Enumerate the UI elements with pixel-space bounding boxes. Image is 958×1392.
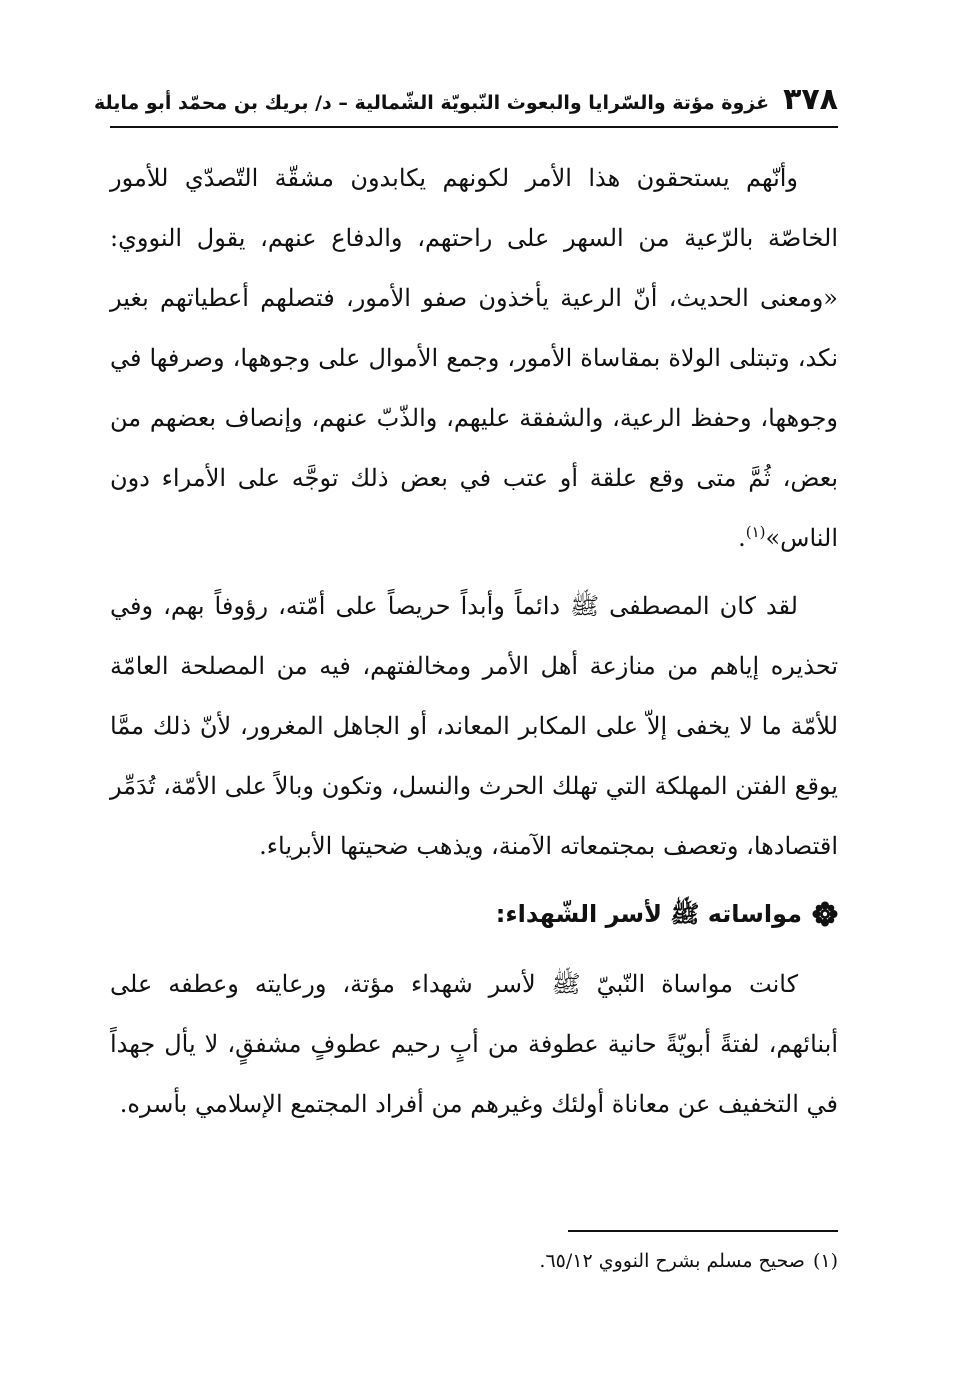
paragraph-2-text: لقد كان المصطفى ﷺ دائماً وأبداً حريصاً على أمّته، رؤوفاً بهم، وفي تحذيره إياهم من منازعة أهل الأمر ومخالفتهم، فيه من المصلحة العامّة للأمّة ما لا يخفى إلاّ على المكابر المعاند، أو الجاهل المغرور، لأنّ ذلك ممَّا يوقع الفتن المهلكة التي تهلك الحرث والنسل، وتكون وبالاً على الأمّة، تُدَمِّر اقتصادها، وتعصف بمجتمعاته الآمنة، ويذهب ضحيتها الأبرياء.: [110, 592, 839, 860]
paragraph-3-text: كانت مواساة النّبيّ ﷺ لأسر شهداء مؤتة، ورعايته وعطفه على أبنائهم، لفتةً أبويّةً حانية عطوفة من أبٍ رحيم عطوفٍ مشفقٍ، لا يأل جهداً في التخفيف عن معاناة أولئك وغيرهم من أفراد المجتمع الإسلامي بأسره.: [110, 970, 838, 1118]
book-page: [93, 82, 839, 1382]
running-head: [93, 82, 838, 128]
paragraph-2: [110, 576, 838, 876]
section-heading: [110, 886, 838, 942]
paragraph-1: [110, 148, 838, 568]
section-heading-text: مواساته ﷺ لأسر الشّهداء:: [495, 900, 802, 928]
paragraph-1-tail: .: [738, 524, 746, 552]
paragraph-3: [110, 954, 838, 1134]
body-text: [110, 148, 838, 1134]
running-title: غزوة مؤتة والسّرايا والبعوث النّبويّة الشّمالية – د/ بريك بن محمّد أبو مايلة: [93, 92, 770, 114]
paragraph-1-text: وأنّهم يستحقون هذا الأمر لكونهم يكابدون مشقّة التّصدّي للأمور الخاصّة بالرّعية من السهر على راحتهم، والدفاع عنهم، يقول النووي: «ومعنى الحديث، أنّ الرعية يأخذون صفو الأمور، فتصلهم أعطياتهم بغير نكد، وتبتلى الولاة بمقاساة الأمور، وجمع الأموال على وجوهها، وصرفها في وجوهها، وحفظ الرعية، والشفقة عليهم، والذّبّ عنهم، وإنصاف بعضهم من بعض، ثُمَّ متى وقع علقة أو عتب في بعض ذلك توجَّه على الأمراء دون الناس»: [110, 164, 839, 552]
footnotes: [110, 1230, 838, 1276]
page-number: ٣٧٨: [783, 82, 838, 117]
footnote-1: [110, 1246, 838, 1276]
footnote-text: صحيح مسلم بشرح النووي ٦٥/١٢.: [539, 1250, 805, 1272]
footnote-divider: [568, 1230, 838, 1232]
flower-ornament-icon: [812, 901, 838, 927]
footnote-number: (١): [812, 1250, 838, 1272]
footnote-reference[interactable]: (١): [745, 523, 766, 541]
